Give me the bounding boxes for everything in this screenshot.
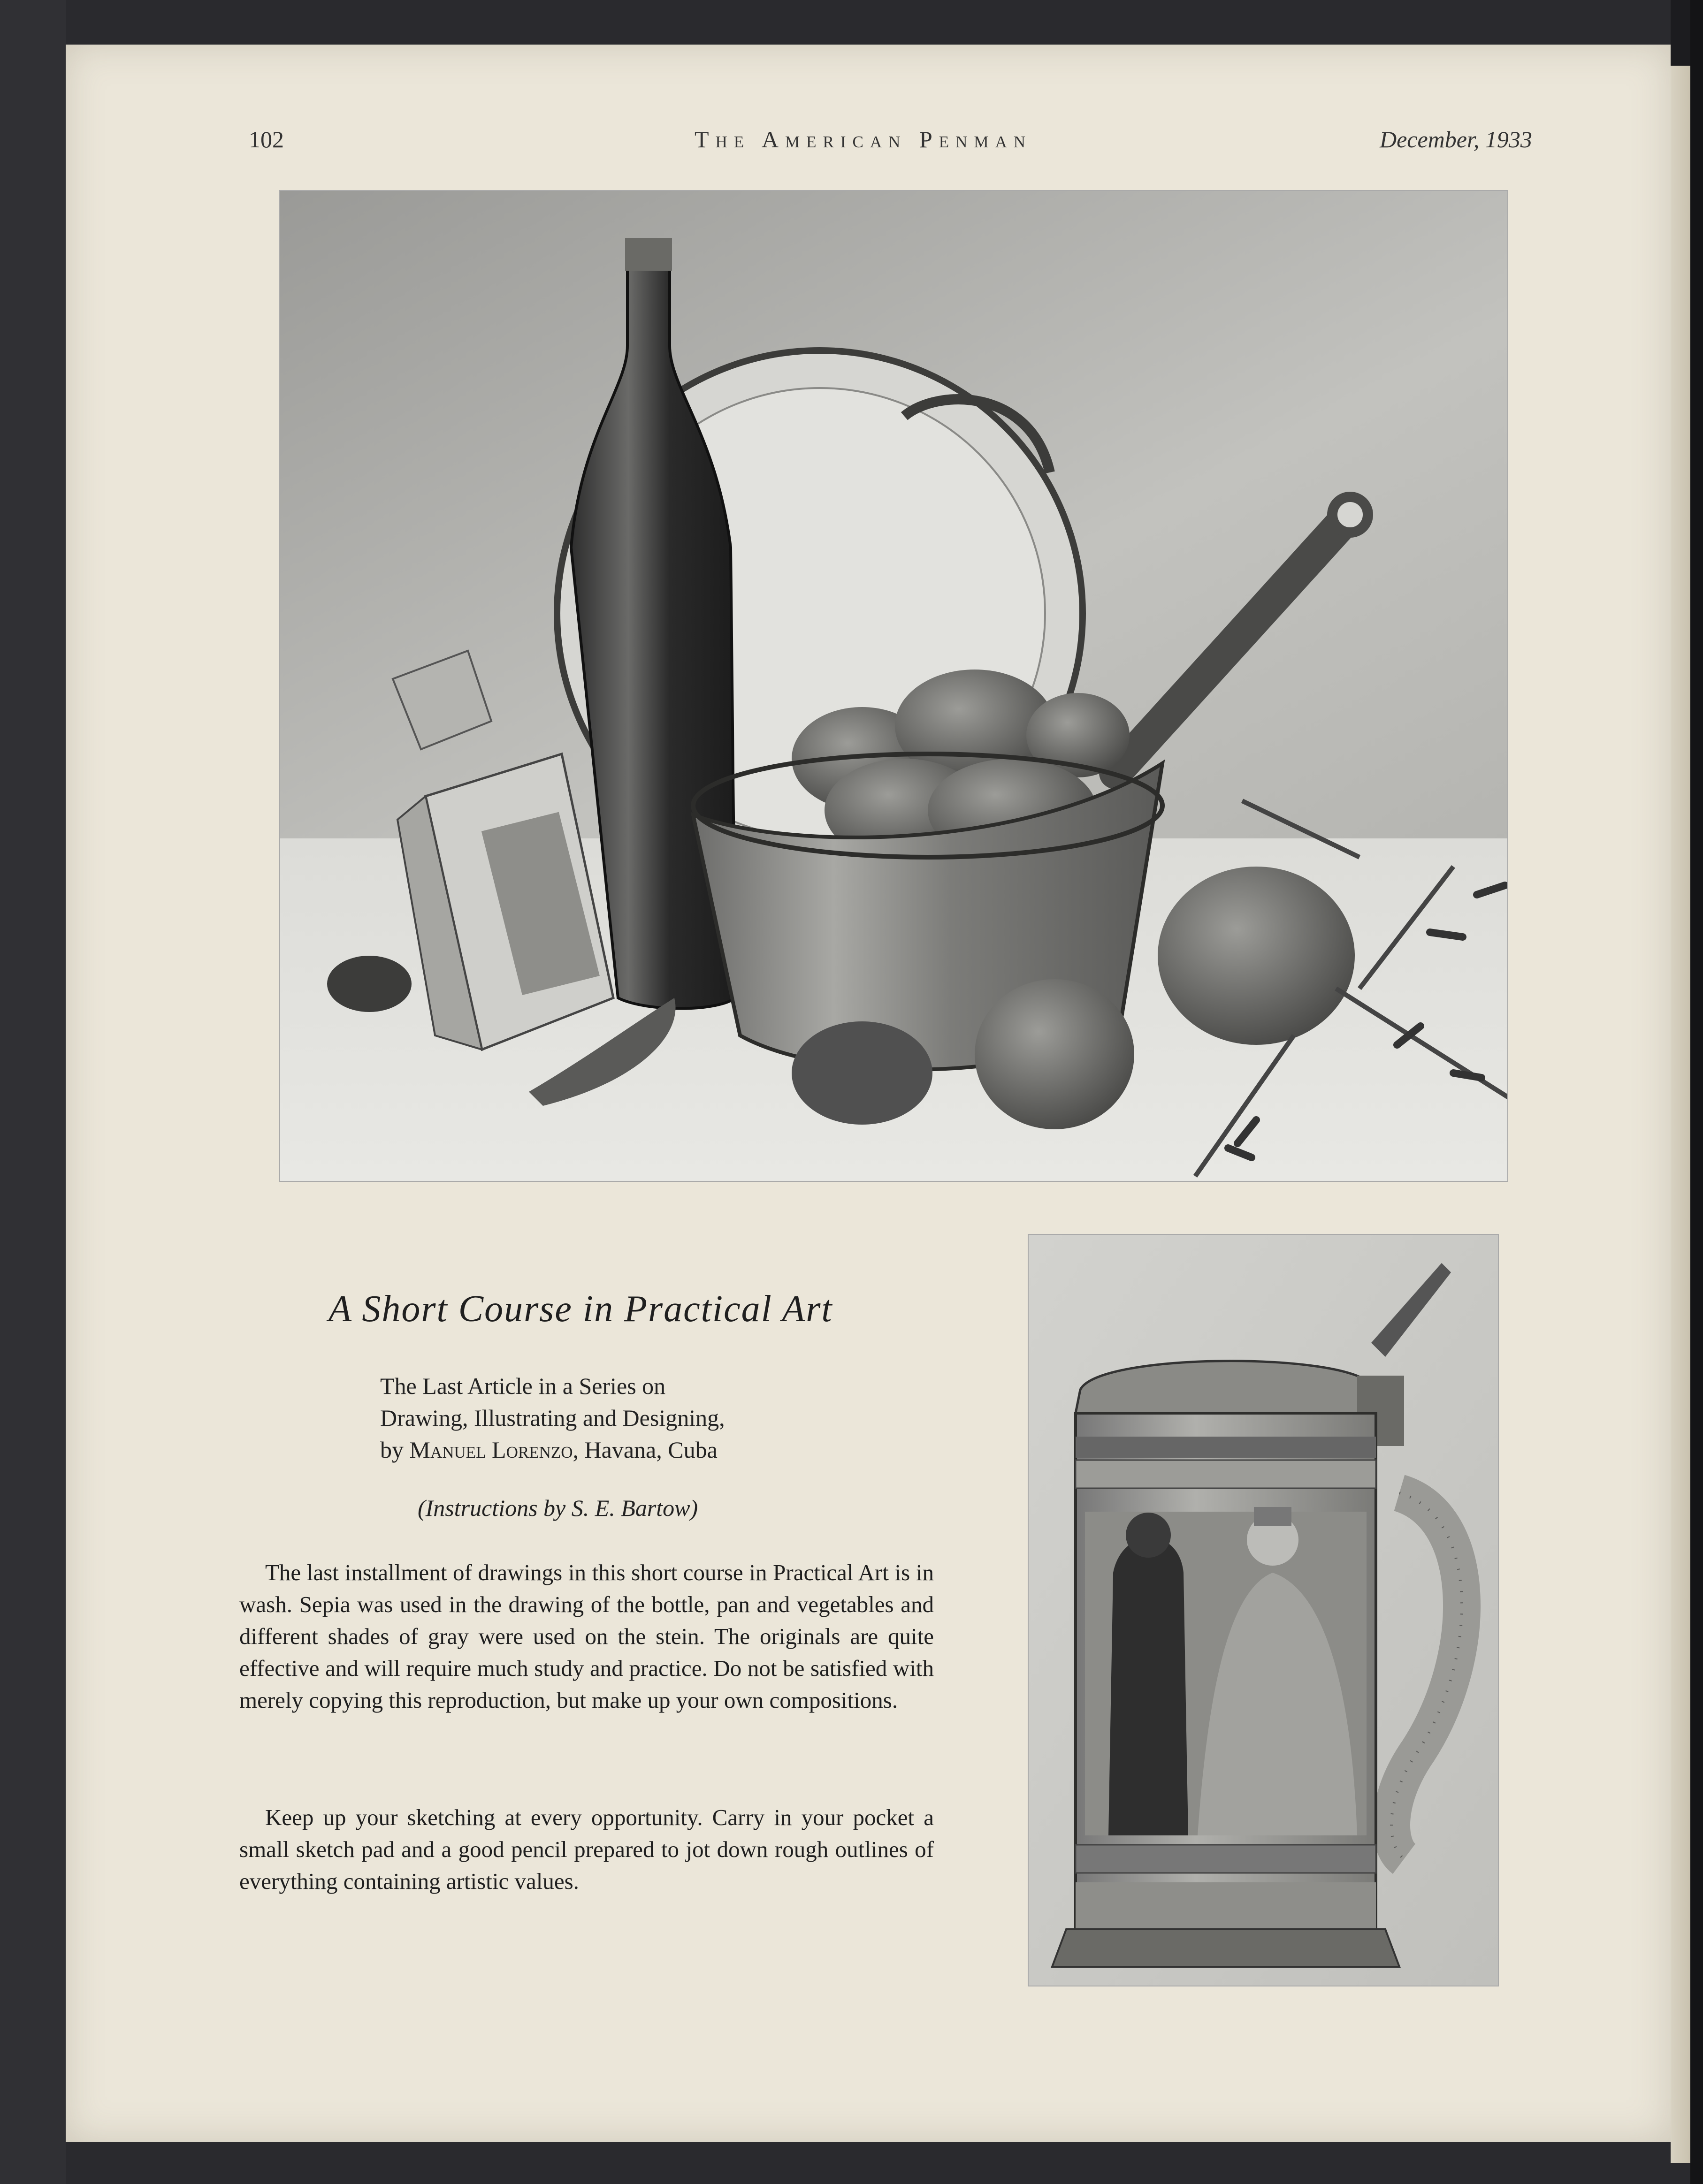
subtitle-line: Drawing, Illustrating and Designing, — [380, 1405, 725, 1431]
byline — [380, 1434, 802, 1466]
byline-suffix: , Havana, Cuba — [573, 1437, 718, 1463]
scan-background-right — [1690, 0, 1703, 2184]
article-subtitle — [380, 1370, 802, 1466]
stein-drawing — [1029, 1235, 1498, 1986]
body-paragraph: The last installment of drawings in this short course in Practical Art is in wash. Sepia was used in the drawing of the bottle, pan and vegetables and different shades of gray were used on the stein. The originals are quite effective and will require much study and practice. Do not be satisfied with merely copying this reproduction, but make up your own compositions. — [239, 1560, 934, 1713]
still-life-drawing — [280, 191, 1507, 1181]
scan-background-left — [0, 0, 66, 2184]
article-title: A Short Course in Practical Art — [328, 1288, 833, 1330]
still-life-illustration — [279, 190, 1508, 1182]
author-name: Manuel Lorenzo — [409, 1437, 573, 1463]
running-title: The American Penman — [695, 126, 1032, 152]
instructions-credit: (Instructions by S. E. Bartow) — [418, 1495, 698, 1521]
beer-stein-illustration — [1028, 1234, 1499, 1986]
page-edge — [1671, 66, 1690, 2163]
body-paragraph: Keep up your sketching at every opportunity. Carry in your pocket a small sketch pad and a good pencil prepared to jot down rough outlines of everything containing artistic values. — [239, 1804, 934, 1894]
issue-date: December, 1933 — [1380, 126, 1532, 152]
page-number: 102 — [249, 126, 284, 152]
subtitle-line: The Last Article in a Series on — [380, 1373, 666, 1399]
byline-prefix: by — [380, 1437, 410, 1463]
